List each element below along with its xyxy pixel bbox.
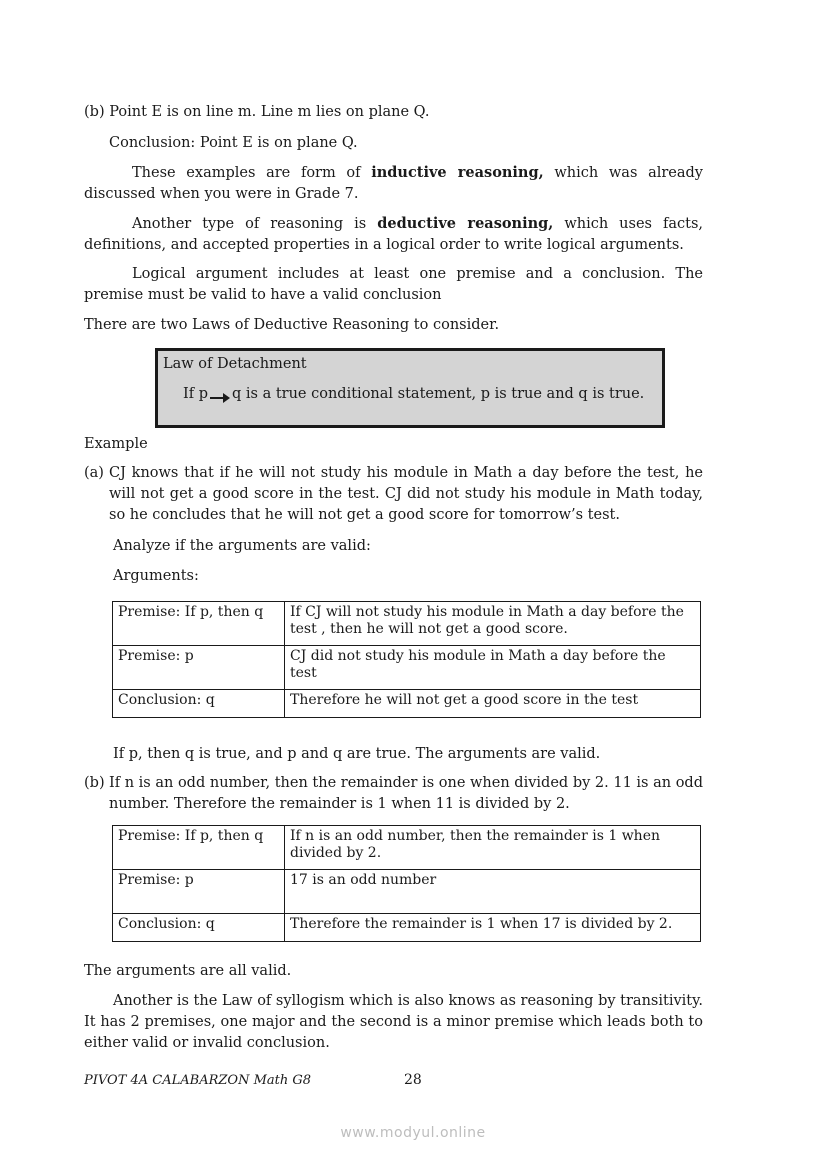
deductive-paragraph — [84, 213, 703, 256]
analyze-line: Analyze if the arguments are valid: — [113, 538, 371, 554]
footer-title — [84, 1073, 311, 1088]
page-number: 28 — [404, 1072, 422, 1088]
law-of-detachment-box — [155, 348, 665, 428]
inductive-text-pre: These examples are form of — [132, 165, 372, 181]
example-a-label: (a) — [84, 465, 104, 481]
logical-argument-paragraph: Logical argument includes at least one premise and a conclusion. The premise must be valid to have a valid conclusion — [84, 266, 703, 303]
law-box-title: Law of Detachment — [163, 356, 307, 372]
table-cell-label: Conclusion: q — [113, 690, 285, 718]
footer-title-text: PIVOT 4A CALABARZON Math G8 — [84, 1073, 312, 1088]
all-valid-line: The arguments are all valid. — [84, 963, 292, 979]
example-b-text: If n is an odd number, then the remainder is one when divided by 2. 11 is an odd number. Therefore the remainder is 1 when 11 is divided by 2. — [109, 775, 703, 812]
table-row — [113, 870, 701, 914]
table-row — [113, 914, 701, 942]
example-b-conclusion: Conclusion: Point E is on plane Q. — [109, 135, 358, 151]
table-cell-label: Conclusion: q — [113, 914, 285, 942]
deductive-text-pre: Another type of reasoning is — [132, 216, 378, 232]
inductive-paragraph — [84, 162, 703, 205]
table-cell-text: Therefore the remainder is 1 when 17 is divided by 2. — [285, 914, 701, 942]
table-cell-text: 17 is an odd number — [285, 870, 701, 914]
implies-arrow-icon — [210, 389, 230, 403]
inductive-text-post: which was already discussed when you were in Grade 7. — [84, 165, 703, 202]
table-row — [113, 602, 701, 646]
arguments-label: Arguments: — [113, 568, 199, 584]
law-box-statement — [183, 386, 644, 403]
table-cell-text: Therefore he will not get a good score in the test — [285, 690, 701, 718]
inductive-term: inductive reasoning, — [371, 164, 544, 181]
law-statement-pre: If p — [183, 386, 208, 402]
table-cell-label: Premise: If p, then q — [113, 826, 285, 870]
table-cell-text: If n is an odd number, then the remainder is 1 when divided by 2. — [285, 826, 701, 870]
table-cell-label: Premise: p — [113, 646, 285, 690]
example-a-paragraph — [84, 463, 703, 526]
law-statement-post: q is a true conditional statement, p is true and q is true. — [232, 386, 645, 402]
table-cell-text: CJ did not study his module in Math a day before the test — [285, 646, 701, 690]
example-b-statement: (b) Point E is on line m. Line m lies on plane Q. — [84, 104, 430, 120]
table-cell-text: If CJ will not study his module in Math a day before the test , then he will not get a good score. — [285, 602, 701, 646]
table-row — [113, 690, 701, 718]
two-laws-line: There are two Laws of Deductive Reasoning to consider. — [84, 317, 500, 333]
table-row — [113, 646, 701, 690]
arguments-table-a — [112, 601, 701, 718]
watermark: www.modyul.online — [340, 1125, 486, 1141]
table-row — [113, 826, 701, 870]
deductive-term: deductive reasoning, — [377, 215, 554, 232]
deductive-text-post: which uses facts, definitions, and accepted properties in a logical order to write logical arguments. — [84, 216, 703, 253]
table-cell-label: Premise: If p, then q — [113, 602, 285, 646]
example-a-text: CJ knows that if he will not study his module in Math a day before the test, he will not get a good score in the test. CJ did not study his module in Math today, so he concludes that he will not get a good score for tomorrow’s test. — [109, 465, 703, 523]
example-b-label: (b) — [84, 775, 105, 791]
example-b-paragraph — [84, 773, 703, 815]
syllogism-paragraph: Another is the Law of syllogism which is also knows as reasoning by transitivity. It has 2 premises, one major and the second is a minor premise which leads both to either valid or invalid conclusion. — [84, 993, 703, 1051]
example-a-result: If p, then q is true, and p and q are true. The arguments are valid. — [113, 746, 601, 762]
table-cell-label: Premise: p — [113, 870, 285, 914]
arguments-table-b — [112, 825, 701, 942]
example-heading: Example — [84, 436, 148, 452]
